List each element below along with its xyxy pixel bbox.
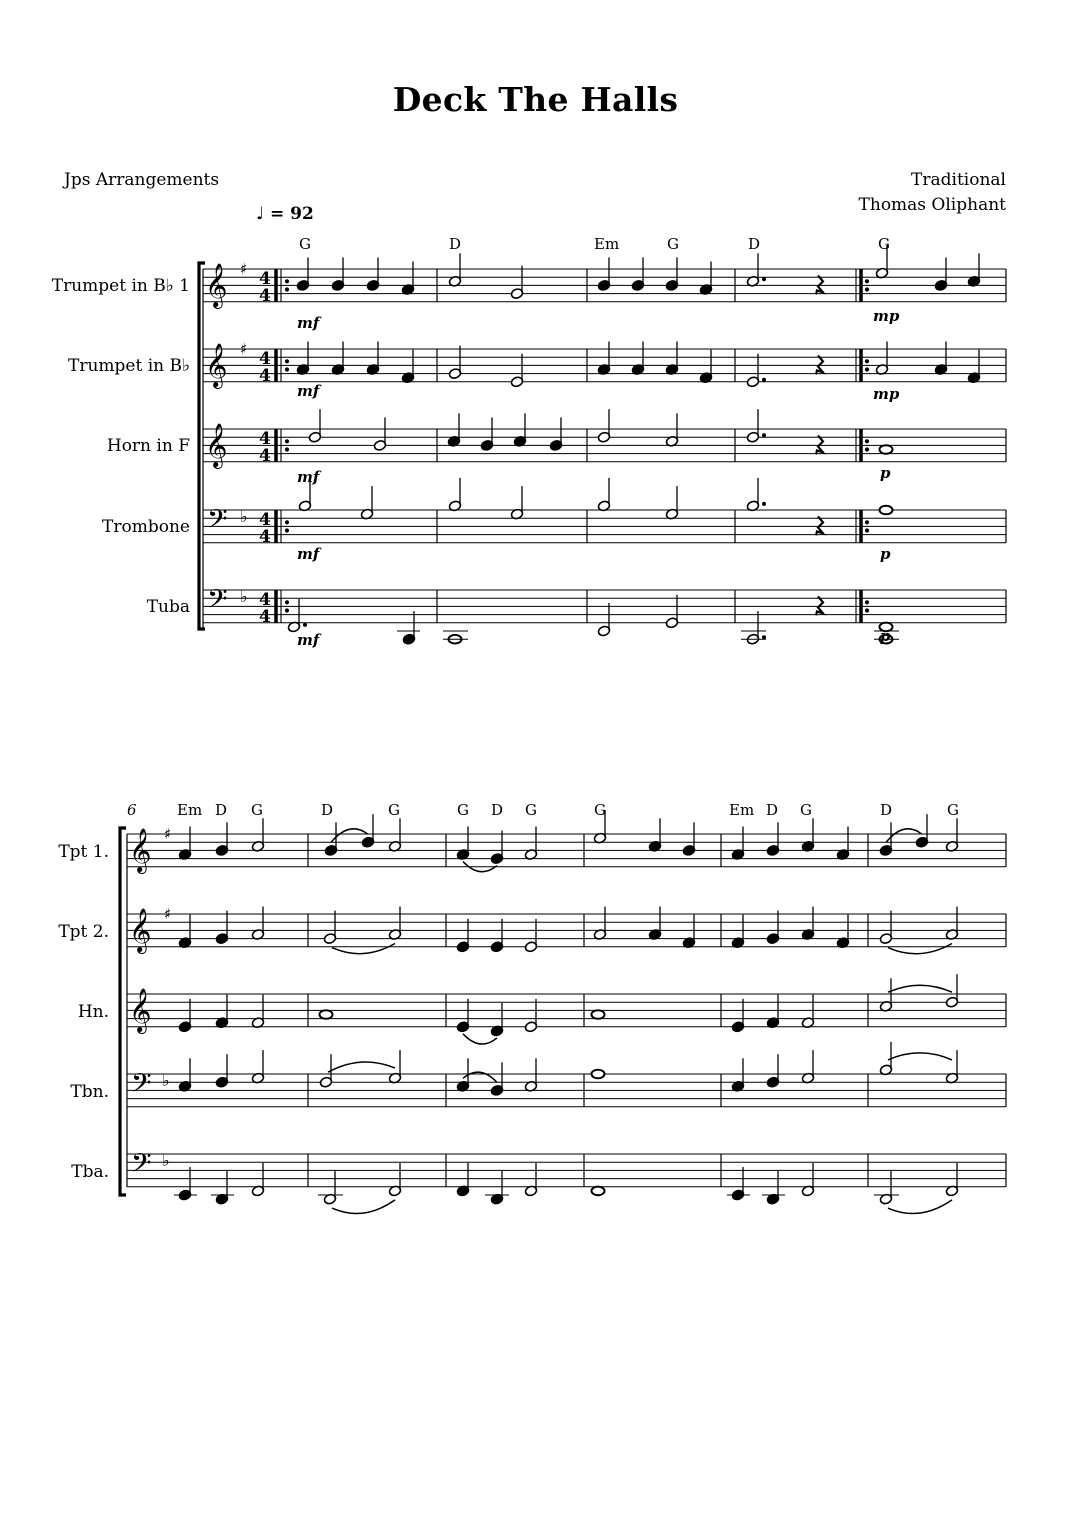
slur xyxy=(463,1034,497,1044)
instrument-abbrev-trumpet2: Tpt 2. xyxy=(58,922,109,942)
repeat-dot xyxy=(865,600,869,604)
repeat-dot xyxy=(285,608,289,612)
dynamic-marking: mf xyxy=(297,545,320,563)
bass-clef-icon: 𝄢 xyxy=(131,1147,152,1185)
arranger-credit: Jps Arrangements xyxy=(64,170,220,190)
time-signature-bottom: 4 xyxy=(259,527,271,547)
instrument-abbrev-tuba: Tba. xyxy=(71,1162,109,1182)
repeat-dot xyxy=(865,279,869,283)
instrument-name-trumpet1: Trumpet in B♭ 1 xyxy=(51,276,190,296)
chord-symbol: D xyxy=(449,235,462,253)
chord-symbol: G xyxy=(251,801,263,819)
repeat-dot xyxy=(865,528,869,532)
repeat-dot xyxy=(865,367,869,371)
chord-symbol: D xyxy=(766,801,779,819)
chord-symbol: G xyxy=(947,801,959,819)
augmentation-dot xyxy=(303,623,307,627)
key-signature-sharp-icon: ♯ xyxy=(164,825,172,843)
repeat-dot xyxy=(285,367,289,371)
slur xyxy=(888,985,952,992)
augmentation-dot xyxy=(762,277,766,281)
slur xyxy=(332,944,395,954)
chord-symbol: Em xyxy=(177,801,203,819)
treble-clef-icon: 𝄞 xyxy=(205,423,228,467)
repeat-dot xyxy=(865,608,869,612)
treble-clef-icon: 𝄞 xyxy=(205,263,228,307)
dynamic-marking: mf xyxy=(297,314,320,332)
notehead xyxy=(320,1010,333,1019)
time-signature-bottom: 4 xyxy=(259,366,271,386)
time-signature-top: 4 xyxy=(259,349,271,369)
system-bracket xyxy=(120,828,126,1195)
time-signature-top: 4 xyxy=(259,590,271,610)
notehead xyxy=(880,445,893,454)
instrument-name-tuba: Tuba xyxy=(146,597,190,617)
instrument-abbrev-trumpet1: Tpt 1. xyxy=(58,842,109,862)
augmentation-dot xyxy=(762,635,766,639)
repeat-dot xyxy=(865,359,869,363)
chord-symbol: G xyxy=(388,801,400,819)
key-signature-sharp-icon: ♯ xyxy=(240,340,248,358)
chord-symbol: G xyxy=(800,801,812,819)
chord-symbol: D xyxy=(880,801,893,819)
key-signature-flat-icon: ♭ xyxy=(240,587,248,607)
repeat-dot xyxy=(285,600,289,604)
dynamic-marking: mf xyxy=(297,631,320,649)
composer-credit: Traditional xyxy=(911,170,1006,190)
dynamic-marking: mf xyxy=(297,382,320,400)
key-signature-sharp-icon: ♯ xyxy=(164,905,172,923)
chord-symbol: G xyxy=(878,235,890,253)
repeat-dot xyxy=(865,447,869,451)
dynamic-marking: p xyxy=(880,545,891,563)
repeat-dot xyxy=(285,359,289,363)
time-signature-bottom: 4 xyxy=(259,446,271,466)
notehead xyxy=(592,1070,605,1079)
chord-symbol: D xyxy=(215,801,228,819)
treble-clef-icon: 𝄞 xyxy=(129,988,152,1032)
dynamic-marking: p xyxy=(880,464,891,482)
lyricist-credit: Thomas Oliphant xyxy=(858,195,1006,215)
repeat-dot xyxy=(865,439,869,443)
key-signature-flat-icon: ♭ xyxy=(240,507,248,527)
chord-symbol: D xyxy=(321,801,334,819)
repeat-dot xyxy=(285,439,289,443)
slur xyxy=(888,1053,952,1060)
key-signature-sharp-icon: ♯ xyxy=(240,260,248,278)
chord-symbol: D xyxy=(748,235,761,253)
repeat-dot xyxy=(285,528,289,532)
chord-symbol: G xyxy=(667,235,679,253)
tempo-value: = 92 xyxy=(269,204,314,224)
key-signature-flat-icon: ♭ xyxy=(162,1071,170,1091)
augmentation-dot xyxy=(762,433,766,437)
bass-clef-icon: 𝄢 xyxy=(207,503,228,541)
bass-clef-icon: 𝄢 xyxy=(207,583,228,621)
dynamic-marking: mp xyxy=(873,307,900,325)
notehead xyxy=(880,506,893,515)
augmentation-dot xyxy=(762,378,766,382)
score-title: Deck The Halls xyxy=(392,80,679,119)
chord-symbol: Em xyxy=(729,801,755,819)
slur xyxy=(888,1200,952,1214)
slur xyxy=(332,1200,395,1214)
treble-clef-icon: 𝄞 xyxy=(129,908,152,952)
repeat-dot xyxy=(285,279,289,283)
dynamic-marking: p xyxy=(880,627,891,645)
instrument-name-trumpet2: Trumpet in B♭ xyxy=(67,356,190,376)
chord-symbol: G xyxy=(457,801,469,819)
time-signature-bottom: 4 xyxy=(259,286,271,306)
repeat-dot xyxy=(285,287,289,291)
instrument-name-trombone: Trombone xyxy=(102,517,190,537)
augmentation-dot xyxy=(762,502,766,506)
notehead xyxy=(592,1187,605,1196)
quarter-note-icon: ♩ xyxy=(256,204,265,224)
repeat-dot xyxy=(865,287,869,291)
key-signature-flat-icon: ♭ xyxy=(162,1151,170,1171)
repeat-dot xyxy=(285,447,289,451)
chord-symbol: G xyxy=(299,235,311,253)
bass-clef-icon: 𝄢 xyxy=(131,1067,152,1105)
instrument-abbrev-horn: Hn. xyxy=(77,1002,109,1022)
time-signature-top: 4 xyxy=(259,269,271,289)
time-signature-bottom: 4 xyxy=(259,607,271,627)
dynamic-marking: mf xyxy=(297,468,320,486)
slur xyxy=(888,944,952,954)
chord-symbol: G xyxy=(525,801,537,819)
dynamic-marking: mp xyxy=(873,385,900,403)
chord-symbol: G xyxy=(594,801,606,819)
treble-clef-icon: 𝄞 xyxy=(205,343,228,387)
chord-symbol: D xyxy=(491,801,504,819)
measure-number: 6 xyxy=(127,801,137,819)
time-signature-top: 4 xyxy=(259,510,271,530)
notehead xyxy=(592,1010,605,1019)
instrument-abbrev-trombone: Tbn. xyxy=(70,1082,109,1102)
repeat-dot xyxy=(865,520,869,524)
time-signature-top: 4 xyxy=(259,429,271,449)
slur xyxy=(328,1062,395,1072)
repeat-dot xyxy=(285,520,289,524)
chord-symbol: Em xyxy=(594,235,620,253)
instrument-name-horn: Horn in F xyxy=(106,436,190,456)
treble-clef-icon: 𝄞 xyxy=(129,828,152,872)
